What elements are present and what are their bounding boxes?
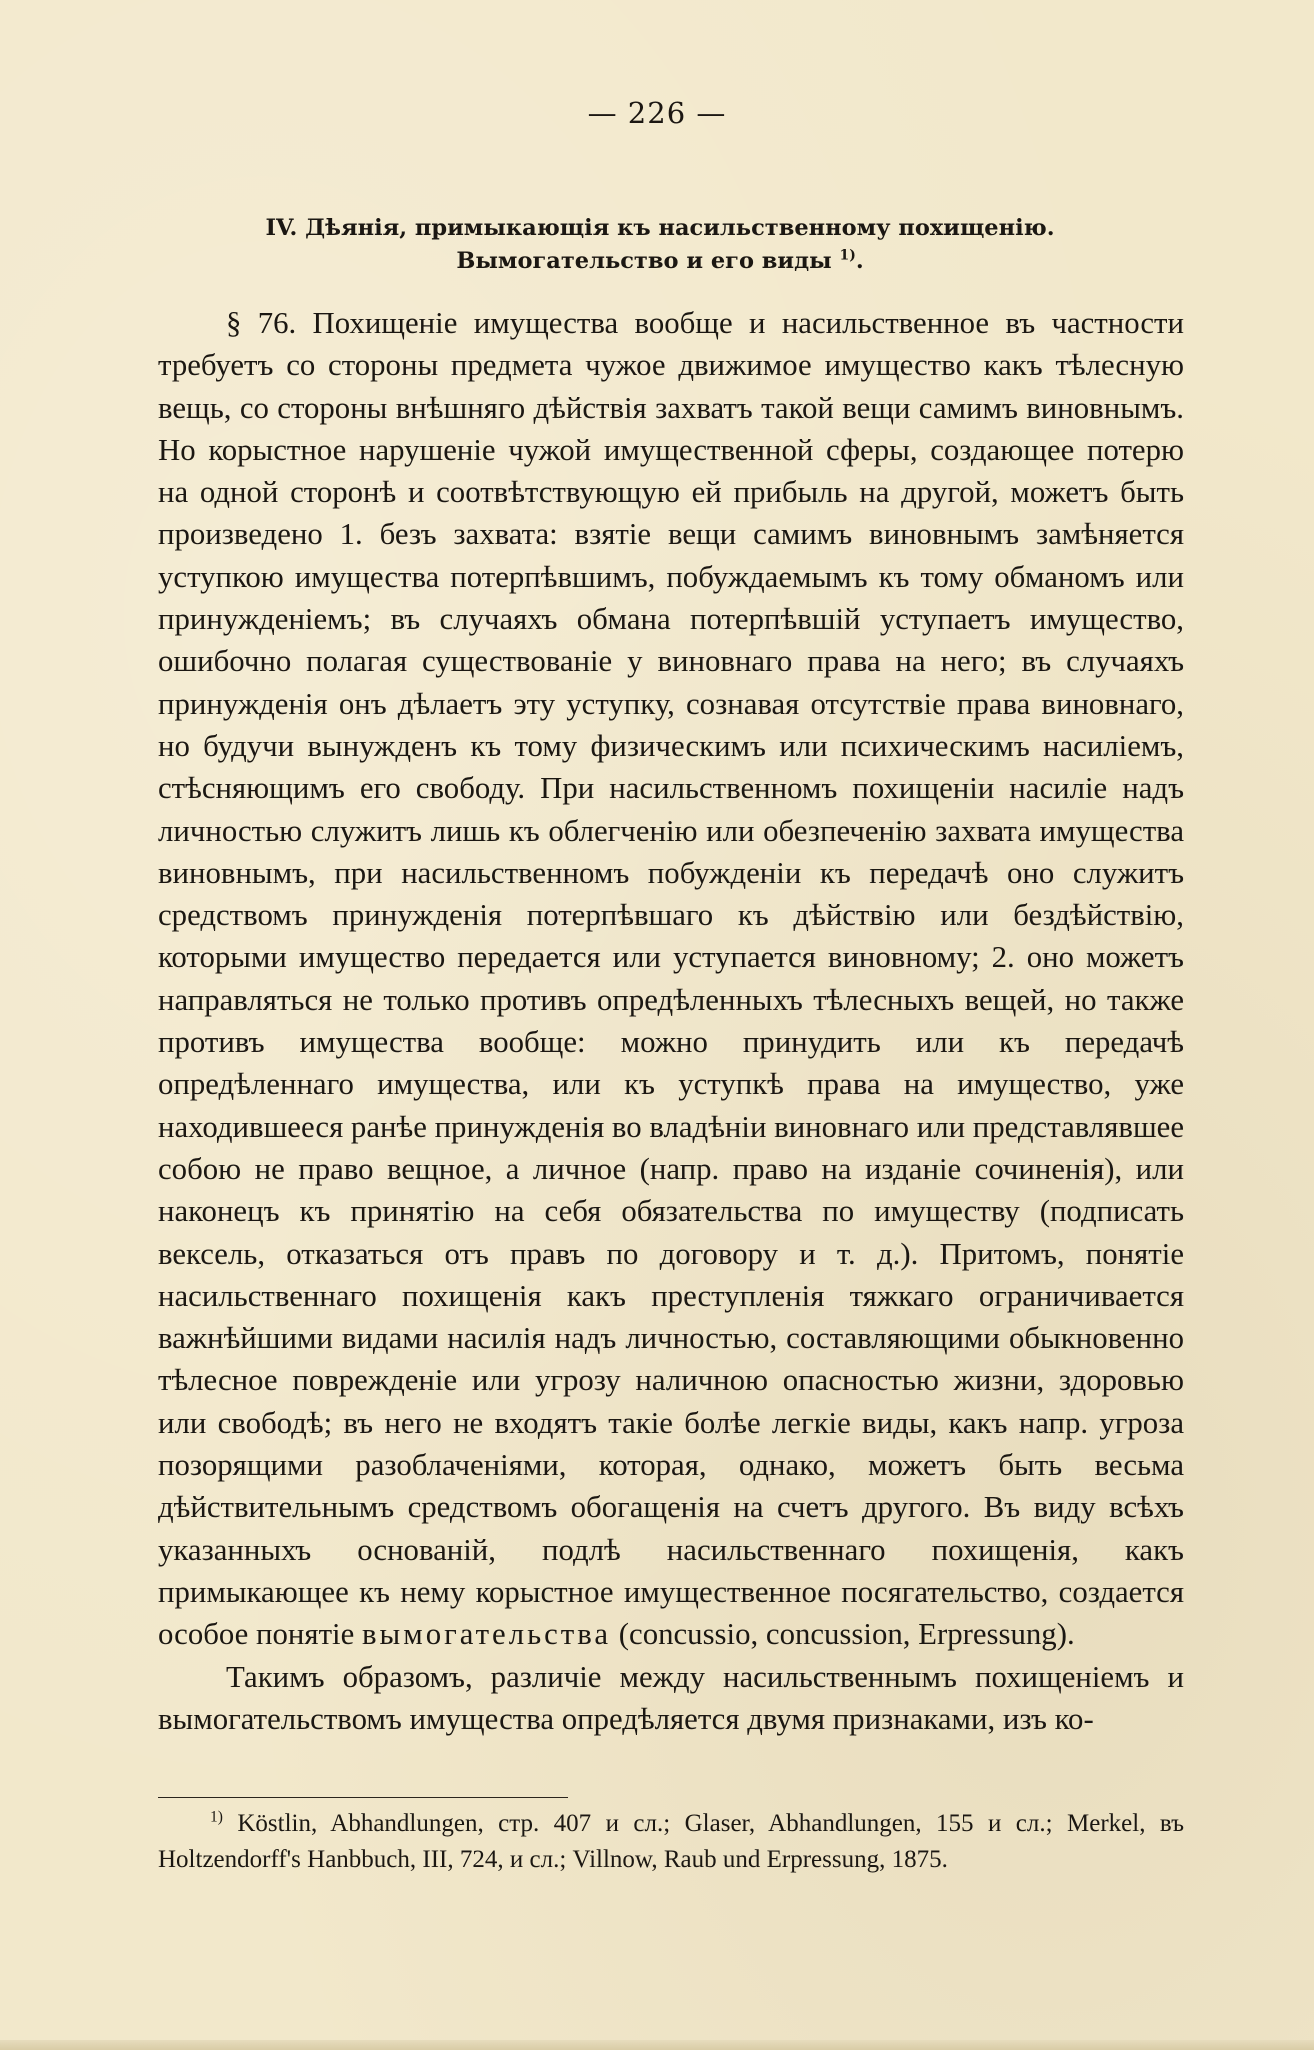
emphasized-term: вымогательства bbox=[361, 1617, 612, 1652]
section-heading: IV. Дѣянія, примыкающія къ насильственному похищенію. Вымогательство и его виды $^{1)}$. bbox=[265, 215, 1055, 274]
paragraph-2: Такимъ образомъ, различіе между насильственнымъ похищеніемъ и вымогательствомъ имущества опредѣляется двумя признаками, изъ ко- bbox=[158, 1659, 1184, 1736]
footnote-divider bbox=[158, 1797, 568, 1798]
paragraph-76-text: § 76. Похищеніе имущества вообще и насильственное въ частности требуетъ со стороны предмета чужое движимое имущество какъ тѣлесную вещь, со стороны внѣшняго дѣйствія захватъ такой вещи самимъ виновнымъ. Но корыстное нарушеніе чужой имущественной сферы, создающее потерю на одной сторонѣ и соотвѣтствующую ей прибыль на другой, можетъ быть произведено 1. безъ захвата: взятіе вещи самимъ виновнымъ замѣняется уступкою имущества потерпѣвшимъ, побуждаемымъ къ тому обманомъ или принужденіемъ; въ случаяхъ обмана потерпѣвшій уступаетъ имущество, ошибочно полагая существованіе у виновнаго права на него; въ случаяхъ принужденія онъ дѣлаетъ эту уступку, сознавая отсутствіе права виновнаго, но будучи вынужденъ къ тому физическимъ или психическимъ насиліемъ, стѣсняющимъ его свободу. При насильственномъ похищеніи насиліе надъ личностью служитъ лишь къ облегченію или обезпеченію захвата имущества виновнымъ, при насильственномъ побужденіи къ передачѣ оно служитъ средствомъ принужденія потерпѣвшаго къ дѣйствію или бездѣйствію, которыми имущество передается или уступается виновному; 2. оно можетъ направляться не только противъ опредѣленныхъ тѣлесныхъ вещей, но также противъ имущества вообще: можно принудить или къ передачѣ опредѣленнаго имущества, или къ уступкѣ права на имущество, уже находившееся ранѣе принужденія во владѣніи виновнаго или представлявшее собою не право вещное, а личное (напр. право на изданіе сочиненія), или наконецъ къ принятію на себя обязательства по имуществу (подписать вексель, отказаться отъ правъ по договору и т. д.). Притомъ, понятіе насильственнаго похищенія какъ преступленія тяжкаго ограничивается важнѣйшими видами насилія надъ личностью, составляющими обыкновенно тѣлесное поврежденіе или угрозу наличною опасностью жизни, здоровью или свободѣ; въ него не входятъ такіе болѣе легкіе виды, какъ напр. угроза позорящими разоблаченіями, которая, однако, можетъ быть весьма дѣйствительнымъ средствомъ обогащенія на счетъ другого. Въ виду всѣхъ указанныхъ основаній, подлѣ насильственнаго похищенія, какъ примыкающее къ нему корыстное имущественное посягательство, создается особое понятіе bbox=[158, 306, 1184, 1652]
paragraph-76 bbox=[158, 302, 1184, 1656]
paragraph-76-ending: (concussio, concussion, Erpressung). bbox=[618, 1617, 1075, 1652]
main-text bbox=[158, 302, 1184, 1740]
section-heading-text: IV. Дѣянія, примыкающія къ насильственному похищенію. Вымогательство и его виды bbox=[265, 215, 1055, 274]
page-number: — 226 — bbox=[587, 96, 727, 130]
footnote-text: Köstlin, Abhandlungen, стр. 407 и сл.; Glaser, Abhandlungen, 155 и сл.; Merkel, въ Holtzendorff's Hanbbuch, III, 724, и сл.; Villnow, Raub und Erpressung, 1875. bbox=[158, 1810, 1184, 1873]
page-bottom-edge bbox=[0, 2040, 1314, 2050]
footnote bbox=[158, 1806, 1184, 1877]
footnote-paragraph bbox=[158, 1806, 1184, 1877]
heading-footnote-mark: 1) bbox=[839, 247, 856, 264]
footnote-mark: 1) bbox=[210, 1808, 223, 1826]
